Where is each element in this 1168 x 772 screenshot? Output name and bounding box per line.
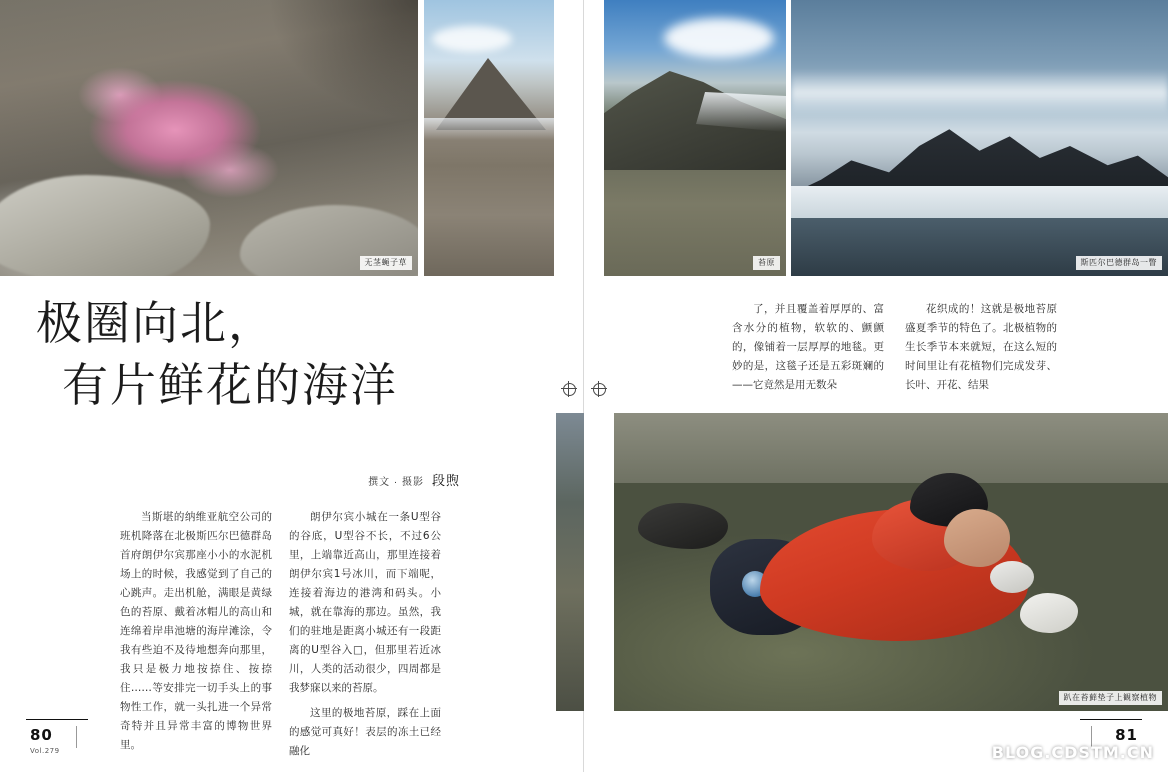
page-number-right: 81: [1115, 726, 1138, 744]
paragraph: 朗伊尔宾小城在一条U型谷的谷底，U型谷不长，不过6公里，上端靠近高山，那里连接着朗伊尔宾1号冰川，而下端呢，连接着海边的港湾和码头。小城，就在靠海的那边。虽然，我们的驻地是距离小城还有一段距离的U型谷入□，但那里若近冰川，人类的活动很少，四周都是我梦寐以来的苔原。: [289, 511, 441, 694]
photo-caption: 趴在苔藓垫子上観察植物: [1059, 691, 1163, 705]
photo-svalbard-archipelago: [791, 0, 1168, 276]
photo-caption: 斯匹尔巴德群岛一瞥: [1076, 256, 1163, 270]
folio-right: [1115, 726, 1138, 744]
paragraph: 这里的极地苔原，踩在上面的感觉可真好！表层的冻土已经融化: [289, 707, 441, 757]
photo-gutter: [786, 0, 791, 276]
photo-researcher-on-moss: [614, 413, 1168, 711]
cloud-shape: [664, 18, 774, 58]
boot-shape: [638, 503, 728, 549]
cloud-band-shape: [791, 70, 1168, 116]
photo-tundra-valley: [604, 0, 786, 276]
cloud-shape: [432, 26, 512, 52]
byline-label: 撰文 · 摄影: [368, 477, 424, 488]
snow-patch-shape: [424, 118, 554, 140]
glove-shape: [1020, 593, 1078, 633]
page-title: [36, 292, 466, 416]
watermark: BLOG.CDSTM.CN: [991, 743, 1154, 762]
photo-gutter: [554, 0, 604, 276]
body-column-right-1: [732, 300, 884, 401]
paragraph: 了，并且覆盖着厚厚的、富含水分的植物，软软的、颤颤的，像铺着一层厚厚的地毯。更妙的是，这毯子还是五彩斑斓的——它竟然是用无数朵: [732, 303, 884, 391]
registration-mark-icon: [561, 381, 577, 397]
paragraph: 花织成的！这就是极地苔原盛夏季节的特色了。北极植物的生长季节本来就短，在这么短的时间里让有花植物们完成发芽、长叶、开花、结果: [905, 303, 1057, 391]
photo-scree-slope: [424, 0, 554, 276]
photo-moss-campion: [0, 0, 418, 276]
photo-gutter: [418, 0, 424, 276]
face-shape: [944, 509, 1010, 567]
photo-caption: 无茎蝇子草: [360, 256, 413, 270]
body-column-left-2: [289, 508, 441, 767]
folio-rule: [26, 719, 88, 720]
headline-line-1: 极圈向北，: [36, 296, 276, 350]
headline-line-2: 有片鲜花的海洋: [62, 358, 398, 412]
glacier-shape: [791, 186, 1168, 220]
shadow-overlay: [268, 0, 418, 120]
rock-shape: [0, 175, 210, 276]
byline: [280, 470, 460, 489]
page-number-left: 80: [30, 726, 53, 744]
paragraph: 当斯堪的纳维亚航空公司的班机降落在北极斯匹尔巴德群岛首府朗伊尔宾那座小小的水泥机场上的时候，我感觉到了自己的心跳声。走出机舱，满眼是黄绿色的苔原、戴着冰帽儿的高山和连绵着岸串池塘的海岸滩涂，令我有些迫不及待地想奔向那里，我只是极力地按捺住、按捺住……等安排完一切手头上的事物性工作，就一头扎进一个异常奇特并且异常丰富的博物世界里。: [120, 511, 272, 751]
ground-shape: [614, 413, 1168, 483]
volume-label: Vol.279: [30, 747, 60, 755]
photo-tundra-strip: [556, 413, 584, 711]
folio-rule: [1080, 719, 1142, 720]
glove-shape: [990, 561, 1034, 593]
body-column-left-1: [120, 508, 272, 761]
photo-caption: 苔原: [753, 256, 780, 270]
registration-mark-icon: [591, 381, 607, 397]
folio-left: [30, 726, 60, 755]
folio-tick: [76, 726, 77, 748]
byline-author: 段煦: [431, 473, 460, 488]
body-column-right-2: [905, 300, 1057, 401]
